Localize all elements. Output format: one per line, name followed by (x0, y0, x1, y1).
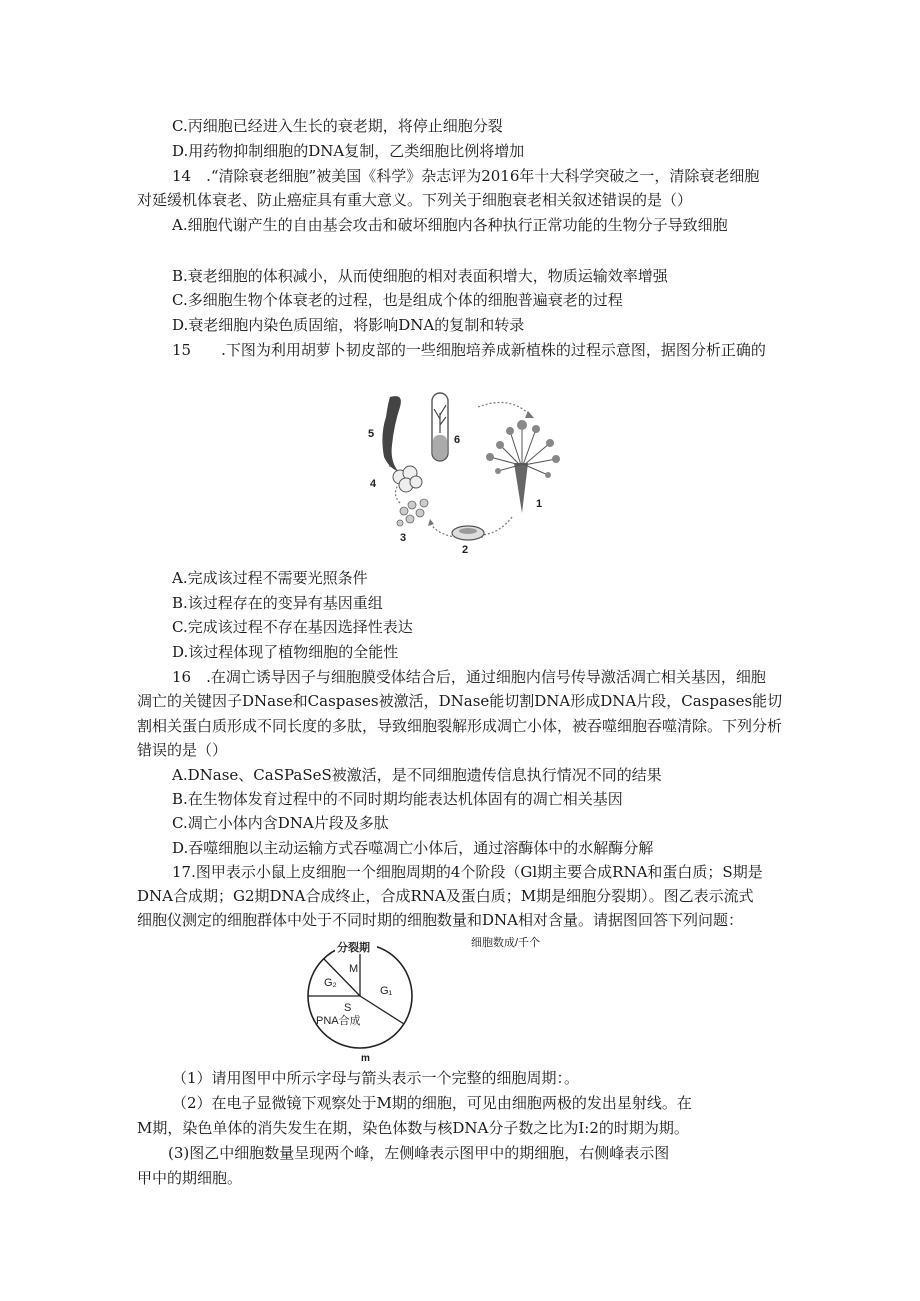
q17-stem-line2: DNA合成期；G2期DNA合成终止，合成RNA及蛋白质；M期是细胞分裂期）。图乙表示流式 (137, 887, 754, 905)
fig-label-3: 3 (400, 532, 407, 544)
figure-caption: m (361, 1053, 370, 1064)
fig-label-4: 4 (370, 478, 377, 490)
q15-option-b: B.该过程存在的变异有基因重组 (172, 594, 383, 612)
q17-part3-line1: (3)图乙中细胞数量呈现两个峰，左侧峰表示图甲中的期细胞，右侧峰表示图 (168, 1144, 670, 1162)
q16-stem-line1: 16 .在凋亡诱导因子与细胞膜受体结合后，通过细胞内信号传导激活凋亡相关基因，细胞 (172, 668, 766, 686)
cell-cluster-shape (393, 466, 422, 492)
pie-label-dna-synthesis: PNA合成 (316, 1015, 361, 1027)
q14-option-a: A.细胞代谢产生的自由基会攻击和破坏细胞内各种执行正常功能的生物分子导致细胞 (172, 216, 728, 234)
q15-option-a: A.完成该过程不需要光照条件 (172, 569, 368, 587)
q14-stem-line2: 对延缓机体衰老、防止癌症具有重大意义。下列关于细胞衰老相关叙述错误的是（） (137, 191, 693, 209)
q15-option-d: D.该过程体现了植物细胞的全能性 (172, 643, 399, 661)
pie-label-division-phase: 分裂期 (337, 942, 370, 954)
q17-stem-line1: 17.图甲表示小鼠上皮细胞一个细胞周期的4个阶段（Gl期主要合成RNA和蛋白质；S期是 (172, 863, 763, 881)
fig-label-1: 1 (536, 498, 543, 510)
q17-part2-line2: M期，染色单体的消失发生在期，染色体数与核DNA分子数之比为I:2的时期为期。 (137, 1119, 689, 1137)
q16-option-a: A.DNase、CaSPaSeS被激活，是不同细胞遗传信息执行情况不同的结果 (172, 766, 662, 784)
q15-stem: 15 .下图为利用胡萝卜韧皮部的一些细胞培养成新植株的过程示意图，据图分析正确的 (172, 341, 766, 359)
q13-option-d: D.用药物抑制细胞的DNA复制，乙类细胞比例将增加 (172, 142, 525, 160)
q16-stem-line2: 凋亡的关键因子DNase和Caspases被激活，DNase能切割DNA形成DNA片段，Caspases能切 (137, 692, 783, 710)
q14-option-c: C.多细胞生物个体衰老的过程，也是组成个体的细胞普遍衰老的过程 (172, 291, 623, 309)
fig-b-y-axis-label: 细胞数成/千个 (471, 937, 541, 949)
q14-option-d: D.衰老细胞内染色质固缩，将影响DNA的复制和转录 (172, 316, 525, 334)
q17-part2-line1: （2）在电子显微镜下观察处于M期的细胞，可见由细胞两极的发出星射线。在 (172, 1094, 692, 1112)
fig-label-5: 5 (368, 428, 375, 440)
fig-label-6: 6 (454, 434, 461, 446)
fig-label-2: 2 (462, 544, 469, 556)
q17-part1: （1）请用图甲中所示字母与箭头表示一个完整的细胞周期：。 (172, 1069, 580, 1087)
q16-stem-line4: 错误的是（） (137, 741, 228, 759)
q14-stem-line1: 14 .“清除衰老细胞”被美国《科学》杂志评为2016年十大科学突破之一，清除衰老细胞 (172, 167, 760, 185)
single-cells-shape (397, 499, 428, 526)
q17-part3-line2: 甲中的期细胞。 (137, 1169, 243, 1187)
q14-option-b: B.衰老细胞的体积减小，从而使细胞的相对表面积增大，物质运输效率增强 (172, 267, 668, 285)
q16-stem-line3: 割相关蛋白质形成不同长度的多肽，导致细胞裂解形成凋亡小体，被吞噬细胞吞噬清除。下列分析 (137, 717, 783, 735)
q13-option-c: C.丙细胞已经进入生长的衰老期，将停止细胞分裂 (172, 117, 503, 135)
carrot-plant-shape (486, 420, 560, 513)
q16-option-d: D.吞噬细胞以主动运输方式吞噬凋亡小体后，通过溶酶体中的水解酶分解 (172, 839, 654, 857)
pie-label-g1: G₁ (380, 985, 393, 997)
q17-stem-line3: 细胞仪测定的细胞群体中处于不同时期的细胞数量和DNA相对含量。请据图回答下列问题： (137, 911, 743, 929)
pie-label-m: M (349, 963, 359, 975)
q16-option-b: B.在生物体发育过程中的不同时期均能表达机体固有的凋亡相关基因 (172, 790, 623, 808)
q16-option-c: C.凋亡小体内含DNA片段及多肽 (172, 814, 389, 832)
callus-strand-shape (382, 396, 400, 471)
pie-label-g2: G₂ (324, 977, 337, 989)
q15-option-c: C.完成该过程不存在基因选择性表达 (172, 618, 413, 636)
cell-cycle-pie (300, 932, 422, 1064)
pie-label-s: S (344, 1002, 352, 1014)
plant-regeneration-figure (360, 385, 572, 557)
